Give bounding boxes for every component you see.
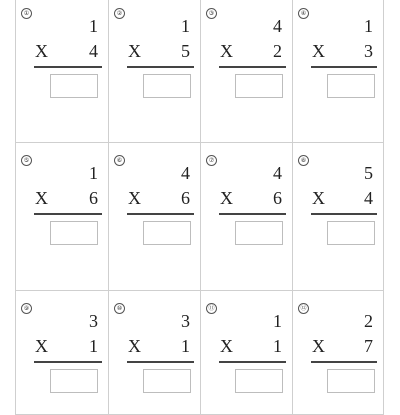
problem-number: ⑪	[206, 303, 217, 314]
problem-number: ⑩	[114, 303, 125, 314]
multiplicand: 1	[364, 16, 373, 36]
answer-input[interactable]	[143, 74, 191, 98]
answer-input[interactable]	[327, 369, 375, 393]
problem-number: ⑧	[298, 155, 309, 166]
multiplicand: 3	[181, 311, 190, 331]
multiply-sign: X	[35, 188, 48, 208]
problem-cell-1	[16, 0, 109, 143]
multiplier: 6	[181, 188, 190, 208]
problem-number: ③	[206, 8, 217, 19]
multiplicand: 1	[89, 16, 98, 36]
problem-number: ⑥	[114, 155, 125, 166]
multiplier: 6	[273, 188, 282, 208]
multiply-sign: X	[312, 188, 325, 208]
answer-input[interactable]	[143, 221, 191, 245]
multiplicand: 2	[364, 311, 373, 331]
multiplier: 1	[273, 336, 282, 356]
answer-input[interactable]	[50, 369, 98, 393]
answer-rule	[34, 361, 102, 363]
multiply-sign: X	[312, 41, 325, 61]
multiplicand: 5	[364, 163, 373, 183]
problem-cell-10	[109, 291, 201, 415]
multiplier: 4	[364, 188, 373, 208]
multiplicand: 4	[181, 163, 190, 183]
multiplier: 2	[273, 41, 282, 61]
answer-input[interactable]	[235, 369, 283, 393]
multiplier: 5	[181, 41, 190, 61]
problem-cell-7	[201, 143, 293, 291]
multiply-sign: X	[128, 188, 141, 208]
answer-rule	[311, 213, 377, 215]
multiplicand: 4	[273, 163, 282, 183]
problem-cell-8	[293, 143, 384, 291]
answer-rule	[219, 66, 286, 68]
problem-cell-6	[109, 143, 201, 291]
problem-cell-12	[293, 291, 384, 415]
problem-cell-11	[201, 291, 293, 415]
problem-number: ⑦	[206, 155, 217, 166]
answer-input[interactable]	[50, 221, 98, 245]
multiplier: 6	[89, 188, 98, 208]
answer-rule	[219, 213, 286, 215]
problem-cell-5	[16, 143, 109, 291]
problem-cell-4	[293, 0, 384, 143]
answer-rule	[311, 66, 377, 68]
multiply-sign: X	[220, 41, 233, 61]
multiplicand: 4	[273, 16, 282, 36]
answer-input[interactable]	[50, 74, 98, 98]
multiplicand: 1	[181, 16, 190, 36]
answer-input[interactable]	[327, 221, 375, 245]
problem-cell-9	[16, 291, 109, 415]
answer-rule	[34, 66, 102, 68]
answer-rule	[127, 66, 194, 68]
worksheet-grid	[15, 0, 384, 415]
multiplicand: 1	[273, 311, 282, 331]
multiply-sign: X	[35, 336, 48, 356]
problem-number: ⑫	[298, 303, 309, 314]
answer-input[interactable]	[327, 74, 375, 98]
multiplicand: 3	[89, 311, 98, 331]
multiply-sign: X	[220, 336, 233, 356]
multiplier: 7	[364, 336, 373, 356]
problem-number: ①	[21, 8, 32, 19]
multiplier: 3	[364, 41, 373, 61]
answer-input[interactable]	[235, 74, 283, 98]
problem-number: ②	[114, 8, 125, 19]
answer-rule	[127, 361, 194, 363]
answer-input[interactable]	[235, 221, 283, 245]
answer-rule	[219, 361, 286, 363]
multiply-sign: X	[128, 41, 141, 61]
answer-input[interactable]	[143, 369, 191, 393]
multiply-sign: X	[128, 336, 141, 356]
multiplier: 1	[181, 336, 190, 356]
multiply-sign: X	[35, 41, 48, 61]
multiply-sign: X	[220, 188, 233, 208]
multiplier: 1	[89, 336, 98, 356]
problem-number: ⑨	[21, 303, 32, 314]
multiply-sign: X	[312, 336, 325, 356]
multiplicand: 1	[89, 163, 98, 183]
problem-number: ⑤	[21, 155, 32, 166]
answer-rule	[127, 213, 194, 215]
multiplier: 4	[89, 41, 98, 61]
problem-cell-2	[109, 0, 201, 143]
problem-cell-3	[201, 0, 293, 143]
answer-rule	[311, 361, 377, 363]
problem-number: ④	[298, 8, 309, 19]
answer-rule	[34, 213, 102, 215]
